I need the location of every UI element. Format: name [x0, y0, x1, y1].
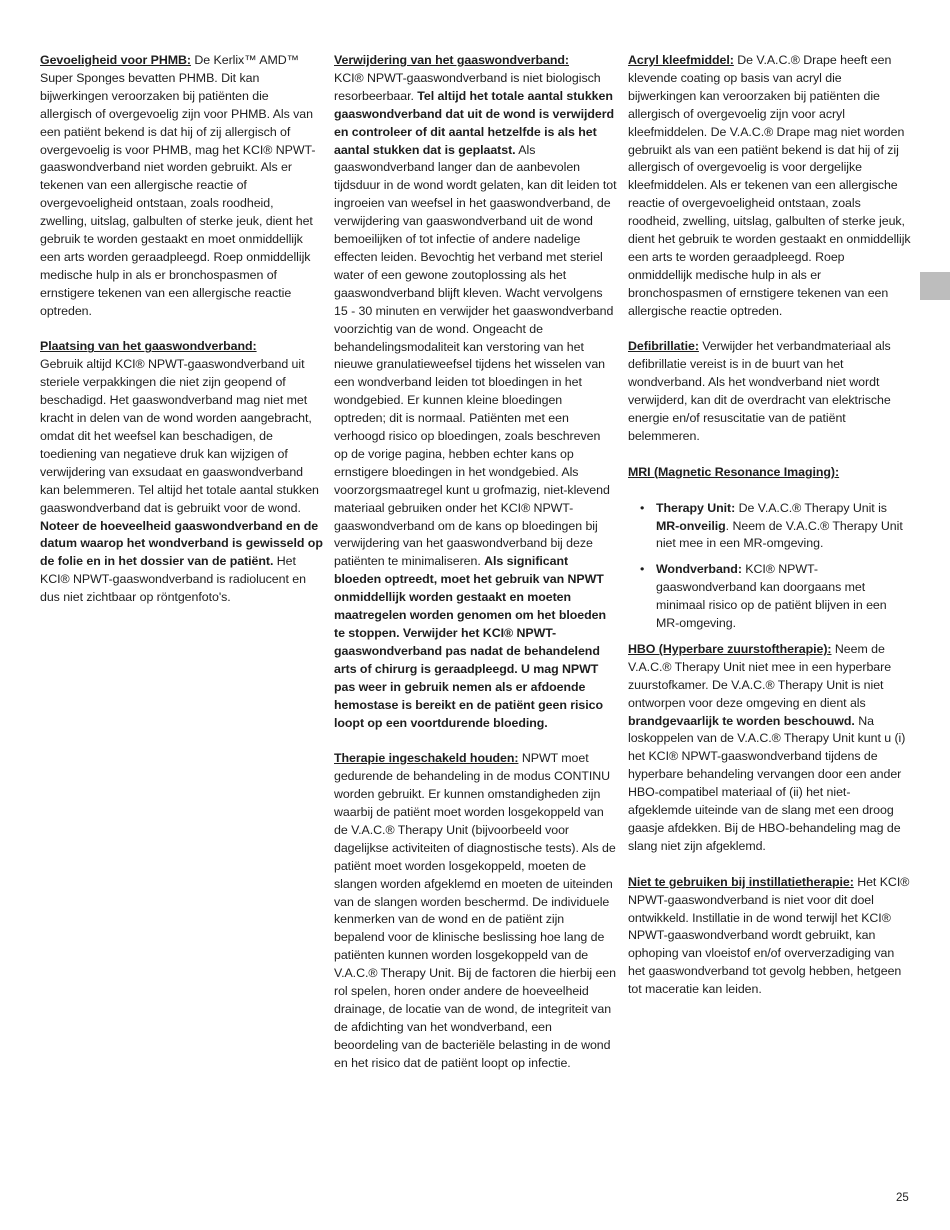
- text: Het KCI® NPWT-gaaswondverband is niet voor dit doel ontwikkeld. Instillatie in de wond terwijl het KCI® NPWT-gaaswondverband wordt gebruikt, kan ophoping van vloeistof en/of oververzadiging van het gaaswondverband tot gevolg hebben, hetgeen tot maceratie kan leiden.: [628, 874, 910, 997]
- section-heading: Acryl kleefmiddel:: [628, 53, 734, 67]
- text: Als gaaswondverband langer dan de aanbevolen tijdsduur in de wond wordt gelaten, kan dit leiden tot ingroeien van weefsel in het gaaswondverband, de verwijdering van gaaswondverband uit de wond bemoeilijken of tot infectie of andere nadelige effecten leiden. Bevochtig het verband met steriel water of een gewone zoutoplossing als het gaaswondverband blijft kleven. Wacht vervolgens 15 - 30 minuten en verwijder het gaaswondverband voorzichtig van de wond. Ongeacht de behandelingsmodaliteit kan verstoring van het nieuwe granulatieweefsel tijdens het wisselen van een wondverband leiden tot bloedingen in het wondgebied. Er kunnen kleine bloedingen optreden; dit is normaal. Patiënten met een verhoogd risico op bloedingen, zoals beschreven op de vorige pagina, hebben echter kans op ernstigere bloedingen in het wondgebied. Als voorzorgsmaatregel kunt u grofmazig, niet-klevend materiaal gebruiken onder het KCI® NPWT-gaaswondverband om de kans op bloedingen bij verwijdering van het gaaswondverband bij deze patiënten te minimaliseren.: [334, 142, 617, 569]
- section-heading: MRI (Magnetic Resonance Imaging):: [628, 464, 840, 479]
- bold-text: Noteer de hoeveelheid gaaswondverband en de datum waarop het wondverband is gewisseld op de folie en in het dossier van de patiënt.: [40, 518, 323, 569]
- section-heading-line: [334, 52, 617, 70]
- text: . Neem de V.A.C.® Therapy Unit niet mee in een MR-omgeving.: [656, 518, 903, 551]
- text: Neem de V.A.C.® Therapy Unit niet mee in een hyperbare zuurstofkamer. De V.A.C.® Therapy Unit is niet ontworpen voor deze omgeving en dient als: [628, 641, 892, 710]
- text: KCI® NPWT-gaaswondverband is niet biologisch resorbeerbaar.: [334, 70, 601, 103]
- column-1: [40, 52, 323, 625]
- paragraph: [628, 52, 911, 321]
- section-heading: Niet te gebruiken bij instillatietherapie:: [628, 874, 854, 889]
- section-mri: [628, 464, 911, 633]
- paragraph: [40, 52, 323, 321]
- bold-text: MR-onveilig: [656, 518, 726, 533]
- column-2: [334, 52, 617, 1091]
- paragraph: [628, 338, 911, 445]
- text: De V.A.C.® Therapy Unit is: [735, 500, 887, 515]
- text: De V.A.C.® Drape heeft een klevende coating op basis van acryl die bijwerkingen kan veroorzaken bij patiënten die allergisch of overgevoelig zijn voor acryl kleefmiddelen. De V.A.C.® Drape mag niet worden gebruikt als van een patiënt bekend is dat hij of zij allergisch of overgevoelig is voor dergelijke kleefmiddelen. Als er tekenen van een allergische reactie of overgevoeligheid ontstaan, zoals roodheid, zwelling, uitslag, galbulten of sterke jeuk, dient het gebruik te worden gestaakt en onmiddellijk een arts te worden geraadpleegd. Roep onmiddellijk medische hulp in als er bronchospasmen of ernstigere tekenen van een allergische reactie optreden.: [628, 53, 911, 318]
- paragraph: [40, 356, 323, 607]
- bold-text: brandgevaarlijk te worden beschouwd.: [628, 713, 855, 728]
- section-heading-line: [628, 464, 911, 482]
- text: KCI® NPWT-gaaswondverband kan doorgaans met minimaal risico op de patiënt blijven in een MR-omgeving.: [656, 562, 887, 631]
- column-3: [628, 52, 911, 1017]
- section-defibrillation: [628, 338, 911, 445]
- page-number: 25: [896, 1192, 909, 1204]
- section-heading: Therapie ingeschakeld houden:: [334, 751, 519, 766]
- list-item: [656, 561, 911, 633]
- section-heading: HBO (Hyperbare zuurstoftherapie):: [628, 641, 832, 656]
- paragraph: [334, 70, 617, 733]
- item-label: Wondverband:: [656, 562, 742, 577]
- text: NPWT moet gedurende de behandeling in de modus CONTINU worden gebruikt. Er kunnen omstandigheden zijn waarbij de patiënt moet worden losgekoppeld van de V.A.C.® Therapy Unit (bijvoorbeeld voor dagelijkse activiteiten of diagnostische tests). Als de patiënt moet worden losgekoppeld, moeten de slangen worden afgeklemd en moeten de uiteinden van de slangen worden beschermd. De individuele kenmerken van de wond en de patiënt zijn bepalend voor de klinische beslissing hoe lang de patiënten kunnen worden losgekoppeld van de V.A.C.® Therapy Unit. Bij de factoren die hierbij een rol spelen, horen onder andere de hoeveelheid drainage, de locatie van de wond, de integriteit van de afdichting van het wondverband, een beoordeling van de bacteriële belasting in de wond en het risico dat de patiënt loopt op infectie.: [334, 751, 616, 1070]
- section-acrylic-adhesive: [628, 52, 911, 321]
- text: De Kerlix™ AMD™ Super Sponges bevatten PHMB. Dit kan bijwerkingen veroorzaken bij patiënten die allergisch of overgevoelig zijn voor PHMB. Als van een patiënt bekend is dat hij of zij allergisch of overgevoelig is voor PHMB, mag het KCI® NPWT-gaaswondverband niet worden gebruikt. Als er tekenen van een allergische reactie of overgevoeligheid ontstaan, zoals roodheid, zwelling, uitslag, galbulten of sterke jeuk, dient het gebruik te worden gestaakt en moet onmiddellijk een arts worden geraadpleegd. Roep onmiddellijk medische hulp in als er bronchospasmen of ernstigere tekenen van een allergische reactie optreden.: [40, 53, 316, 318]
- bold-text: Tel altijd het totale aantal stukken gaaswondverband dat uit de wond is verwijderd en controleer of dit aantal hetzelfde is als het aantal stukken dat is geplaatst.: [334, 88, 615, 157]
- text: Het KCI® NPWT-gaaswondverband is radiolucent en dus niet zichtbaar op röntgenfoto's.: [40, 554, 306, 605]
- section-dressing-removal: [334, 52, 617, 732]
- section-heading: Verwijdering van het gaaswondverband:: [334, 53, 570, 67]
- mri-list: [628, 500, 911, 633]
- section-instillation: [628, 874, 911, 999]
- item-label: Therapy Unit:: [656, 500, 736, 515]
- text: Verwijder het verbandmateriaal als defibrillatie vereist is in de buurt van het wondverband. Als het wondverband niet wordt verwijderd, kan dit de overdracht van elektrische energie en/of resuscitatie van de patiënt belemmeren.: [628, 339, 891, 444]
- text: Gebruik altijd KCI® NPWT-gaaswondverband uit steriele verpakkingen die niet zijn geopend of beschadigd. Het gaaswondverband mag niet met kracht in delen van de wond worden aangebracht, omdat dit het weefsel kan beschadigen, de toediening van negatieve druk kan wijzigen of verwijdering van exsudaat en gaaswondverband kan belemmeren. Tel altijd het totale aantal stukken gaaswondverband dat is gebruikt voor de wond.: [40, 357, 319, 515]
- section-phmb-sensitivity: [40, 52, 323, 321]
- paragraph: [628, 641, 911, 856]
- section-heading: Plaatsing van het gaaswondverband:: [40, 339, 257, 354]
- list-item: [656, 500, 911, 554]
- section-heading: Gevoeligheid voor PHMB:: [40, 53, 191, 67]
- paragraph: [334, 750, 617, 1072]
- section-hbo: [628, 641, 911, 856]
- section-tab-marker: [920, 272, 950, 300]
- section-keep-therapy-on: [334, 750, 617, 1072]
- section-dressing-placement: [40, 338, 323, 607]
- text: Na loskoppelen van de V.A.C.® Therapy Unit kunt u (i) het KCI® NPWT-gaaswondverband tijdens de hyperbare behandeling vervangen door een ander HBO-compatibel materiaal of (ii) het niet-afgeklemde uiteinde van de slang met een droog gaasje afdekken. Bij de HBO-behandeling mag de slang niet zijn afgeklemd.: [628, 713, 906, 853]
- section-heading: Defibrillatie:: [628, 339, 699, 354]
- paragraph: [628, 874, 911, 999]
- section-heading-line: [40, 338, 323, 356]
- bold-text: Als significant bloeden optreedt, moet het gebruik van NPWT onmiddellijk worden gestaakt en moeten maatregelen worden genomen om het bloeden te stoppen. Verwijder het KCI® NPWT-gaaswondverband pas nadat de behandelend arts of chirurg is geraadpleegd. U mag NPWT pas weer in gebruik nemen als er afdoende hemostase is bereikt en de patiënt geen risico loopt op een voortdurende bloeding.: [334, 554, 606, 730]
